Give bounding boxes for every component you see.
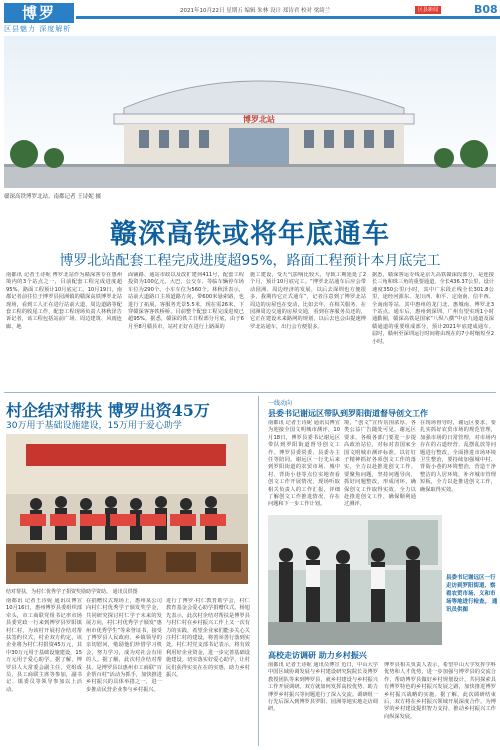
lead-body-col1: 南都讯 记者王诗妮 博罗北站作为赣深客专在惠州境内的3个站点之一，目前配套工程完成进度超95%，路面工程预计10月底完工。10月19日，南都记者前往位于博罗县园洲镇的赣深高铁博罗北站现场，看到工人正在进行站前大道、周边道路等配套工程的收尾工作，配套工程现场负责人林秋泽告诉记者，该工程包括站前广场、周边建筑、风雨连廊、地 bbox=[6, 272, 122, 330]
third-headline: 县委书记谢远区带队到罗阳街道督导创文工作 bbox=[268, 409, 428, 418]
third-body-col1: 南都讯 记者王诗妮 通讯员博宣 为迎接全国文明城市测评，10月18日，博罗县委书记谢远区带队到罗阳街道督导创文工作。博罗县委常委、县委办主任等陪同。谢远区一行先后来到罗阳街道的农贸市场、城中村、背街小巷等点位实地查看创文工作开展情况，现场听取相关负责人的工作汇报，详细了解创文工作推进情况、存在问题和下一步工作计划。 bbox=[268, 420, 340, 508]
fourth-headline: 高校走访调研 助力乡村振兴 bbox=[268, 651, 367, 660]
issue-meta: 2021年10月22日 星期五 编辑 朱林 设计 郑诗君 校对 梁绮兰 bbox=[180, 8, 331, 14]
second-headline: 村企结对帮扶 博罗出资45万 bbox=[6, 401, 210, 420]
lead-photo-station bbox=[4, 36, 496, 188]
lead-photo-caption: 赣深高铁博罗北站。南都记者 王诗妮 摄 bbox=[4, 194, 101, 200]
lead-body-col3: 施工建设，受天气影响比较大，导致工期延延了2个月，预计10月底完工。“博罗北站通车后应会带动园洲、周边经济的发展，以后去深圳也方便很多，我期待它正式通车”，记者注意到了博罗北站周边的房屋也在变动，比如去年，在相关服务、在园洲周边交通的房屋交通，看到在客服务员还的，它正在建设未来路网的规划，以后去也会由提速博罗北站通车，出行会方便很多。 bbox=[250, 272, 366, 330]
second-photo-caption: 结对帮扶，为村仁优秀学子捐资奖励助学资助。 通讯员供图 bbox=[6, 589, 138, 595]
second-subheadline: 30万用于基础设施建设，15万用于爱心助学 bbox=[6, 421, 182, 431]
third-photo-inspection bbox=[268, 515, 442, 645]
section-divider bbox=[4, 392, 496, 393]
section-slogan: 区县魅力 深度解析 bbox=[4, 25, 72, 33]
second-body-col2: 在捐赠仪式现场上，惠州某公司向村仁村优秀学子颁发奖学金，共同研究探讨村仁学子未来的发展方向，村仁村优秀学子颁发“惠州市优秀学生”等荣誉证书，接受了博罗县人民政府、乡镇领导的亲切慰问，勉励他们珍惜学习机会，努力学习，成为对社会有用的人。据了解，此次村企结对帮扶，是博罗县以惠州市工商联“百企帮百村”活动为抓手，加快推进乡村振兴的具体举措之一，进一步推动民营企业参与乡村振兴。 bbox=[86, 598, 162, 693]
lead-headline: 赣深高铁或将年底通车 bbox=[110, 219, 390, 250]
second-body-col1: 南都讯 记者王诗妮 通讯员博宣 10月16日，惠州博罗县委组织部牵头，市工商联党组书记率市场县委党政一行来到博罗县罗阳镇村仁村，为该村开展村企结对帮扶签约仪式，村企双方约定，该企业将为村仁村捐资45万元，其中30万元用于基础设施建设，15万元用于爱心助学。据了解，博罗县人大常委会副主任、党组成员、县工商联主席等参加，副书记、镇委员等领导参加以上活动。 bbox=[6, 598, 82, 693]
second-body-col3: 进行了博罗·村仁教育助学会，村仁教育基金会爱心助学捐赠仪式。杨旭先表示，此次村企结对帮扶是博罗县与村仁村在乡村振兴工作上又一次有力的实践，希望企业家们能多关心关注村仁村的建设，将善举善行落到实处。村仁村党支部书记表示，将有效利用好企业资金，进一步完善基础设施建设，切实落实好爱心助学，让村民们获得实实在在的实惠，助力乡村振兴。 bbox=[166, 598, 250, 679]
masthead-rule bbox=[76, 16, 500, 19]
third-body-col3: 在现场督导时，谢远区要求，要扎实抓好农贸市场的规范管理，加强市场的日常管理，对市场内存在的占道经营、乱摆乱放等问题进行整改，全面推进市场环境卫生整治，要持续加强城中村、背街小巷的环境整治，营造干净整洁的人居环境，补齐城市管理短板，全力以赴推进创文工作，确保取得实效。 bbox=[420, 420, 496, 493]
fourth-body-col2: 博罗县相关负责人表示，希望中山大学发挥学科优势和人才优势，进一步加强与博罗县的交流合作，帮助博罗县做好乡村规划设计，共同探索具有博罗特色的乡村振兴发展之路，加快推进博罗乡村振兴战略的实施。据了解，此次调研结束后，双方将在乡村振兴领域开展深度合作。为博罗的乡村建设提供智力支持，推动乡村振兴工作向纵深发展。 bbox=[384, 662, 496, 720]
second-photo-ceremony bbox=[6, 434, 248, 584]
page-number: B08 bbox=[474, 3, 498, 16]
third-kicker: 一线动向 bbox=[268, 400, 293, 407]
third-photo-caption: 县委书记谢远区一行走访到罗阳街道、察看农贸市场、义和市场等地进行检查。 通讯员供图 bbox=[446, 575, 498, 613]
section-title: 博罗 bbox=[4, 3, 74, 23]
column-divider bbox=[258, 396, 259, 746]
lead-subheadline: 博罗北站配套工程完成进度超95%，路面工程预计本月底完工 bbox=[59, 253, 441, 269]
lead-body-col2: 面铺路、通站市政以及改扩建何411号，配套工程投资为100亿元，大巴、公交车、等临车辆停车场车位为290个，小车车位为560个。林秋泽表示，站前大道路口主项道路方向，带600米悬索路，也进行了拓展，客服务光景5.5米，现在需26米，下穿赣深客客铁桥桥。目前整个配套工程完成进度已超95%。据悉，赣深的铁工日程部分月底，由于6月至8月赣县市，站衬正好在进行上路面的 bbox=[128, 272, 244, 330]
section-tag: 区县新闻 bbox=[415, 6, 441, 14]
lead-body-col4: 据悉，赣深客运专线是京九高铁赣深段部分，是连接长三角和珠三角的重要通道，全长436.37公里，设计速度350公里/小时，其中广东段正线全长301.8公里，途经河源东、龙川西、和平、定南南、信丰西、全南南等站，其中惠州的龙门北、惠城南、博罗北3个站点。通车后，惠州到深圳、广州有望实现1小时通勤圈，赣深高铁是国家“八纵八横”中京九通道及深赣通道的重要组成部分，预计2021年底建成通车。届时，赣州至深圳运行时间将由现在的7小时缩短至2小时。 bbox=[372, 272, 494, 345]
fourth-body-col1: 南都讯 记者王诗妮 通讯员博宣 近日，中山大学中国区域协调发展与乡村建设研究院院长及博罗教授团队等来到博罗县，就乡村建设与乡村振兴工作开展调研。双方就如何发挥高校优势、助力博罗乡村振兴等问题进行了深入交流。调研组一行先后深入到博罗县罗阳、园洲等地实地走访调研。 bbox=[268, 662, 378, 713]
third-body-col2: 境，“创文”宣传氛围浓厚，各类公益广告随处可见。谢远区要求，各级各部门要进一步提高政治站位，对标对表国家全国文明城市测评标准，以钉钉子精神抓好各项创文工作的落实，全力以赴推进创文工作。要聚焦问题，坚持问题导向，抓好问题整改，形成闭环，确保创文工作取得实效，全力以赴推进创文工作，确保顺利通过测评。 bbox=[344, 420, 416, 508]
station-sign-text: 博罗北站 bbox=[243, 115, 275, 124]
